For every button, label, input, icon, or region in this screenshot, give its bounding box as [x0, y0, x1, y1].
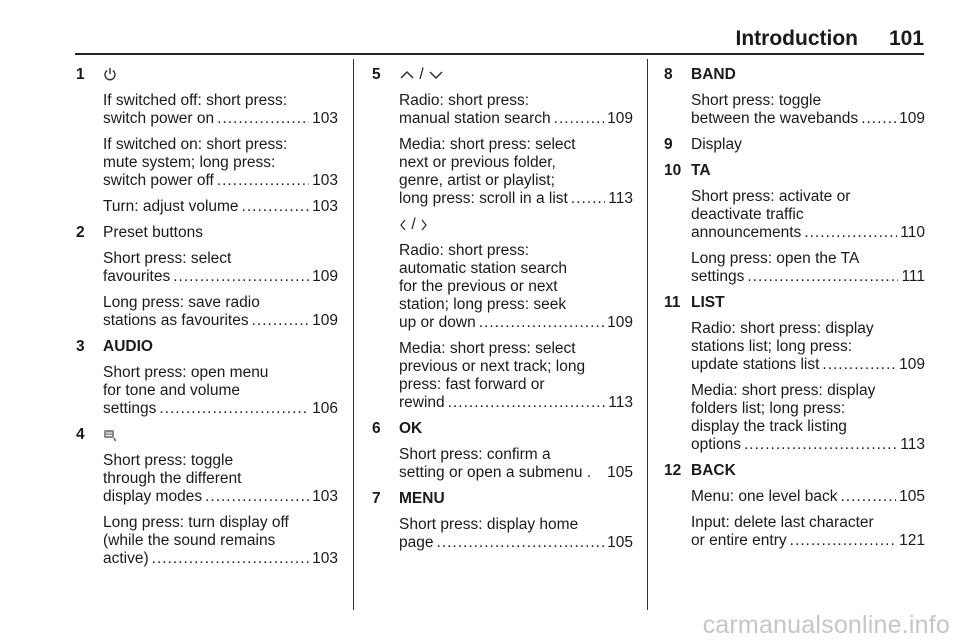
- entry-text: Menu: one level back: [691, 488, 838, 505]
- entry-text: Short press: toggle: [691, 92, 822, 109]
- entry-text: Long press: open the TA: [691, 250, 860, 267]
- entry-text: Radio: short press:: [399, 92, 530, 109]
- entry-text: options: [691, 436, 741, 453]
- item-heading: OK: [399, 420, 423, 437]
- item-6: [372, 420, 633, 482]
- entry-text: station; long press: seek: [399, 296, 567, 313]
- entry: [103, 198, 338, 216]
- page-number: 101: [888, 27, 924, 50]
- item-12: [664, 462, 925, 550]
- page-reference: [399, 394, 633, 412]
- entry-text: press: fast forward or: [399, 376, 545, 393]
- entry-text: (while the sound remains: [103, 532, 276, 549]
- page-ref-number: 109: [607, 110, 633, 127]
- entry: [399, 92, 633, 128]
- sub-heading: [399, 216, 633, 234]
- leader-dots: [448, 394, 606, 412]
- leader-dots: [840, 488, 896, 506]
- leader-dots: [217, 172, 309, 190]
- entry-text: update stations list: [691, 356, 820, 373]
- entry: [103, 514, 338, 568]
- page-ref-number: 105: [607, 534, 633, 551]
- entry: [691, 488, 925, 506]
- page-reference: [103, 110, 338, 128]
- page-reference: [399, 534, 633, 552]
- entry-text: genre, artist or playlist;: [399, 172, 555, 189]
- item-11: [664, 294, 925, 454]
- entry-text: Media: short press: display: [691, 382, 876, 399]
- separator: /: [419, 66, 424, 83]
- separator: /: [411, 216, 416, 233]
- page-reference: [103, 488, 338, 506]
- leader-dots: [173, 268, 309, 286]
- item-5: [372, 66, 633, 412]
- page-reference: [103, 312, 338, 330]
- item-number: 2: [76, 224, 85, 241]
- item-number: 10: [664, 162, 682, 179]
- entry-text: Radio: short press:: [399, 242, 530, 259]
- chevron-left-icon: [399, 218, 407, 232]
- page-ref-number: 121: [899, 532, 925, 549]
- page-ref-number: 109: [607, 314, 633, 331]
- entry: [103, 294, 338, 330]
- entry-text: through the different: [103, 470, 242, 487]
- entry-text: If switched on: short press:: [103, 136, 288, 153]
- entry: [691, 514, 925, 550]
- entry: [103, 92, 338, 128]
- page-ref-number: 106: [312, 400, 338, 417]
- item-number: 7: [372, 490, 381, 507]
- entry-text: long press: scroll in a list: [399, 190, 568, 207]
- entry-text: page: [399, 534, 434, 551]
- page-reference: [399, 110, 633, 128]
- leader-dots: [861, 110, 896, 128]
- entry-text: Radio: short press: display: [691, 320, 874, 337]
- item-2: [76, 224, 338, 330]
- leader-dots: [217, 110, 309, 128]
- page-ref-number: 109: [899, 110, 925, 127]
- entry: [103, 250, 338, 286]
- page-reference: [399, 464, 633, 482]
- entry-text: settings: [103, 400, 157, 417]
- page-ref-number: 103: [312, 110, 338, 127]
- page-ref-number: 113: [900, 436, 925, 453]
- item-number: 9: [664, 136, 673, 153]
- entry: [103, 452, 338, 506]
- leader-dots: [159, 400, 309, 418]
- chevron-down-icon: [428, 68, 444, 82]
- page-ref-number: 113: [608, 394, 633, 411]
- entry-text: If switched off: short press:: [103, 92, 288, 109]
- page-ref-number: 109: [312, 312, 338, 329]
- leader-dots: [436, 534, 604, 552]
- entry-text: up or down: [399, 314, 476, 331]
- page-ref-number: 105: [607, 464, 633, 481]
- entry-text: stations list; long press:: [691, 338, 853, 355]
- item-1: [76, 66, 338, 216]
- item-heading: Display: [691, 136, 742, 153]
- entry: [103, 136, 338, 190]
- item-heading: BACK: [691, 462, 736, 479]
- entry-text: for the previous or next: [399, 278, 558, 295]
- item-9: [664, 136, 925, 154]
- entry: [691, 382, 925, 454]
- item-4: [76, 426, 338, 568]
- page-reference: [103, 550, 338, 568]
- entry-text: Short press: confirm a: [399, 446, 551, 463]
- leader-dots: [479, 314, 604, 332]
- chevron-up-icon: [399, 68, 415, 82]
- entry-text: between the wavebands: [691, 110, 859, 127]
- entry: [399, 446, 633, 482]
- entry: [399, 136, 633, 208]
- entry-text: rewind: [399, 394, 445, 411]
- column-2: [372, 66, 633, 560]
- column-divider-1: [353, 59, 354, 610]
- item-number: 11: [664, 294, 681, 311]
- page-reference: [691, 224, 925, 242]
- entry-text: Short press: display home: [399, 516, 579, 533]
- entry-text: announcements: [691, 224, 802, 241]
- column-divider-2: [647, 59, 648, 610]
- entry: [399, 242, 633, 332]
- entry-text: active): [103, 550, 149, 567]
- item-3: [76, 338, 338, 418]
- column-3: [664, 66, 925, 558]
- entry: [691, 320, 925, 374]
- entry-text: stations as favourites: [103, 312, 249, 329]
- leader-dots: [822, 356, 896, 374]
- leader-dots: [790, 532, 896, 550]
- page-reference: [103, 198, 338, 216]
- entry-text: switch power off: [103, 172, 214, 189]
- leader-dots: [747, 268, 898, 286]
- watermark[interactable]: carmanualsonline.info: [702, 611, 950, 639]
- power-icon: [103, 67, 117, 82]
- item-number: 1: [76, 66, 85, 83]
- entry-text: previous or next track; long: [399, 358, 586, 375]
- item-number: 3: [76, 338, 85, 355]
- item-heading: [399, 66, 633, 84]
- entry: [691, 92, 925, 128]
- item-number: 6: [372, 420, 381, 437]
- page-ref-number: 111: [901, 268, 925, 285]
- page-ref-number: 109: [899, 356, 925, 373]
- leader-dots: [804, 224, 897, 242]
- entry-text: Media: short press: select: [399, 136, 576, 153]
- entry-text: Short press: toggle: [103, 452, 234, 469]
- entry-text: folders list; long press:: [691, 400, 846, 417]
- page-reference: [691, 110, 925, 128]
- item-number: 4: [76, 426, 85, 443]
- page-ref-number: 113: [608, 190, 633, 207]
- entry-text: Media: short press: select: [399, 340, 576, 357]
- entry-text: Turn: adjust volume: [103, 198, 239, 215]
- leader-dots: [554, 110, 604, 128]
- item-number: 12: [664, 462, 682, 479]
- item-heading: LIST: [691, 294, 725, 311]
- item-heading: Preset buttons: [103, 224, 203, 241]
- item-heading: MENU: [399, 490, 445, 507]
- item-10: [664, 162, 925, 286]
- chevron-right-icon: [420, 218, 428, 232]
- page-reference: [103, 172, 338, 190]
- item-heading: BAND: [691, 66, 736, 83]
- page-ref-number: 103: [312, 198, 338, 215]
- item-8: [664, 66, 925, 128]
- page-reference: [103, 268, 338, 286]
- entry-text: Long press: save radio: [103, 294, 260, 311]
- page-ref-number: 103: [312, 172, 338, 189]
- entry-text: deactivate traffic: [691, 206, 804, 223]
- leader-dots: [744, 436, 897, 454]
- entry-text: next or previous folder,: [399, 154, 556, 171]
- item-heading: TA: [691, 162, 711, 179]
- leader-dots: [242, 198, 310, 216]
- display-mode-icon: [103, 427, 117, 442]
- page-reference: [691, 268, 925, 286]
- entry-text: manual station search: [399, 110, 551, 127]
- page-title: Introduction: [735, 27, 858, 50]
- page-reference: [691, 488, 925, 506]
- entry-text: Short press: select: [103, 250, 232, 267]
- page-reference: [691, 436, 925, 454]
- page-ref-number: 103: [312, 488, 338, 505]
- leader-dots: [571, 190, 605, 208]
- leader-dots: [152, 550, 309, 568]
- header-divider: [75, 53, 924, 55]
- entry-text: automatic station search: [399, 260, 568, 277]
- item-number: 8: [664, 66, 673, 83]
- page-reference: [399, 314, 633, 332]
- entry-text: setting or open a submenu .: [399, 464, 592, 481]
- item-heading: AUDIO: [103, 338, 153, 355]
- page-ref-number: 110: [900, 224, 925, 241]
- entry-text: for tone and volume: [103, 382, 241, 399]
- entry: [399, 516, 633, 552]
- entry-text: Long press: turn display off: [103, 514, 289, 531]
- item-heading: [103, 66, 338, 84]
- leader-dots: [252, 312, 310, 330]
- entry: [103, 364, 338, 418]
- entry-text: Input: delete last character: [691, 514, 874, 531]
- entry-text: Short press: activate or: [691, 188, 851, 205]
- item-7: [372, 490, 633, 552]
- item-heading: [103, 426, 338, 444]
- entry: [691, 250, 925, 286]
- page-reference: [103, 400, 338, 418]
- page-reference: [691, 532, 925, 550]
- item-number: 5: [372, 66, 381, 83]
- column-1: [76, 66, 338, 576]
- page-reference: [399, 190, 633, 208]
- entry-text: display modes: [103, 488, 203, 505]
- page-ref-number: 103: [312, 550, 338, 567]
- entry-text: or entire entry: [691, 532, 787, 549]
- entry-text: settings: [691, 268, 745, 285]
- entry-text: display the track listing: [691, 418, 847, 435]
- entry-text: Short press: open menu: [103, 364, 269, 381]
- entry: [691, 188, 925, 242]
- page-ref-number: 105: [899, 488, 925, 505]
- entry: [399, 340, 633, 412]
- leader-dots: [205, 488, 309, 506]
- entry-text: favourites: [103, 268, 171, 285]
- entry-text: switch power on: [103, 110, 215, 127]
- page-ref-number: 109: [312, 268, 338, 285]
- page-reference: [691, 356, 925, 374]
- entry-text: mute system; long press:: [103, 154, 276, 171]
